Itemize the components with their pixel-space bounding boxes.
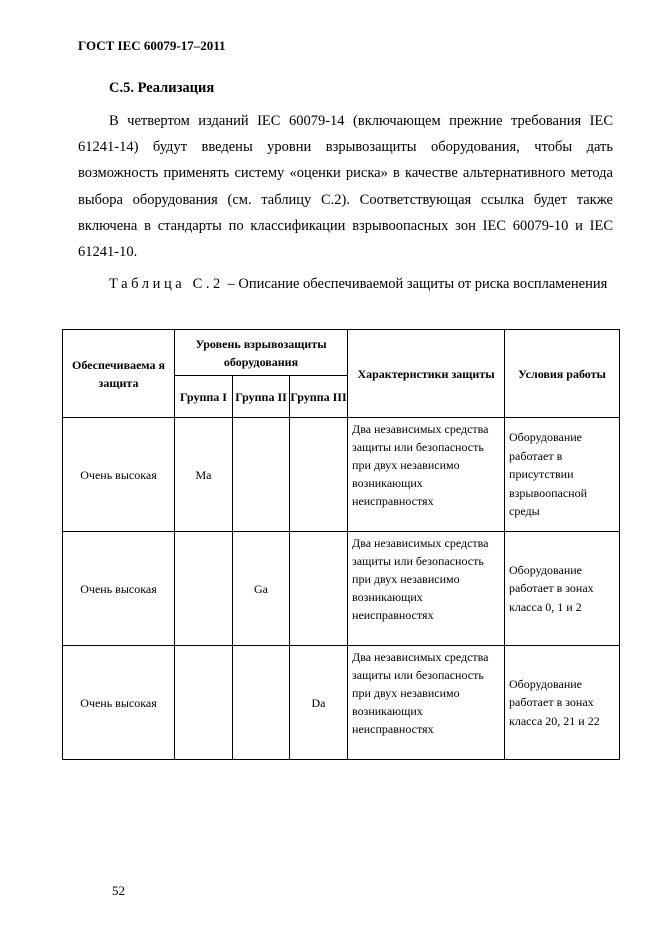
- section-paragraph: В четвертом изданий IEC 60079-14 (включающем прежние требования IEC 61241-14) будут введены уровни взрывозащиты оборудования, чтобы дать возможность применять систему «оценки риска» в качестве альтернативного метода выбора оборудования (см. таблицу С.2). Соответствующая ссылка будет также включена в стандарты по классификации взрывоопасных зон IEC 60079-10 и IEC 61241-10.: [78, 113, 613, 261]
- cell-group-1: [175, 646, 233, 760]
- protection-table: [62, 329, 620, 760]
- cell-conditions: Оборудование работает в зонах класса 0, 1 и 2: [505, 532, 620, 646]
- document-header: ГОСТ IEC 60079-17–2011: [78, 38, 226, 53]
- cell-characteristics: Два независимых средства защиты или безопасность при двух независимо возникающих неисправностях: [348, 532, 505, 646]
- cell-group-3: [290, 532, 348, 646]
- cell-group-1: [175, 532, 233, 646]
- cell-protection: Очень высокая: [63, 532, 175, 646]
- table-row: [63, 646, 620, 760]
- cell-characteristics: Два независимых средства защиты или безопасность при двух независимо возникающих неисправностях: [348, 646, 505, 760]
- cell-characteristics: Два независимых средства защиты или безопасность при двух независимо возникающих неисправностях: [348, 418, 505, 532]
- cell-protection: Очень высокая: [63, 646, 175, 760]
- cell-group-1: Ма: [175, 418, 233, 532]
- cell-conditions: Оборудование работает в зонах класса 20, 21 и 22: [505, 646, 620, 760]
- header-conditions: Условия работы: [505, 330, 620, 418]
- page-number: 52: [112, 883, 125, 898]
- table-caption-label: Таблица С.2: [109, 276, 224, 292]
- cell-group-3: [290, 418, 348, 532]
- header-group-2: Группа II: [233, 376, 290, 418]
- cell-conditions: Оборудование работает в присутствии взрывоопасной среды: [505, 418, 620, 532]
- header-characteristics: Характеристики защиты: [348, 330, 505, 418]
- header-group-1: Группа I: [175, 376, 233, 418]
- table-caption: [78, 272, 613, 297]
- section-title: С.5. Реализация: [109, 80, 215, 96]
- header-protection: Обеспечиваема я защита: [63, 330, 175, 418]
- cell-protection: Очень высокая: [63, 418, 175, 532]
- table-row: [63, 532, 620, 646]
- header-group-3: Группа III: [290, 376, 348, 418]
- table-row: [63, 418, 620, 532]
- cell-group-2: [233, 418, 290, 532]
- table-caption-text: – Описание обеспечиваемой защиты от риска воспламенения: [223, 276, 608, 292]
- cell-group-2: Ga: [233, 532, 290, 646]
- cell-group-2: [233, 646, 290, 760]
- cell-group-3: Da: [290, 646, 348, 760]
- header-level: Уровень взрывозащиты оборудования: [175, 330, 348, 376]
